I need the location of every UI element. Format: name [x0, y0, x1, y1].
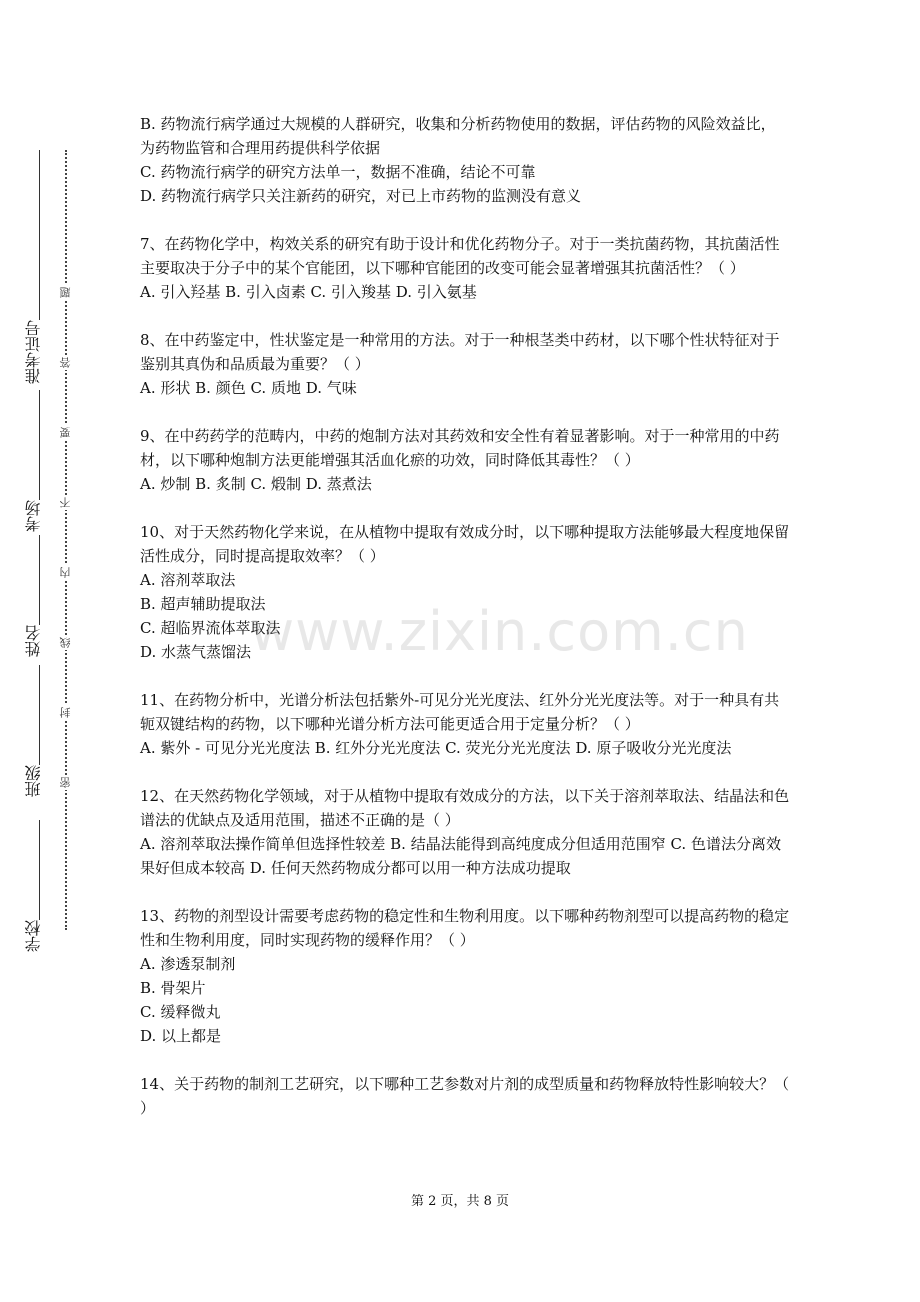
answer-option: A. 溶剂萃取法: [140, 571, 236, 589]
seal-char: 封: [59, 707, 72, 718]
answer-option: A. 溶剂萃取法操作简单但选择性较差 B. 结晶法能得到高纯度成分但适用范围窄 C. 色谱法分离效果好但成本较高 D. 任何天然药物成分都可以用一种方法成功提取: [140, 835, 781, 877]
answer-option: C. 药物流行病学的研究方法单一，数据不准确，结论不可靠: [140, 163, 536, 181]
answer-option: B. 超声辅助提取法: [140, 595, 266, 613]
question-stem: 9、在中药药学的范畴内，中药的炮制方法对其药效和安全性有着显著影响。对于一种常用的中药材，以下哪种炮制方法更能增强其活血化瘀的功效，同时降低其毒性？（ ）: [140, 427, 780, 469]
question-stem: 10、对于天然药物化学来说，在从植物中提取有效成分时，以下哪种提取方法能够最大程度地保留活性成分，同时提高提取效率？（ ）: [140, 523, 790, 565]
question-stem: 14、关于药物的制剂工艺研究，以下哪种工艺参数对片剂的成型质量和药物释放特性影响较大？（ ）: [140, 1075, 790, 1117]
side-field-label: 班级: [24, 765, 43, 797]
answer-option: D. 药物流行病学只关注新药的研究，对已上市药物的监测没有意义: [140, 187, 582, 205]
seal-char: 要: [59, 427, 72, 438]
field-blank-line[interactable]: [39, 535, 40, 625]
field-blank-line[interactable]: [39, 820, 40, 920]
seal-char: 密: [59, 777, 72, 788]
question-stem: 7、在药物化学中，构效关系的研究有助于设计和优化药物分子。对于一类抗菌药物，其抗菌活性主要取决于分子中的某个官能团，以下哪种官能团的改变可能会显著增强其抗菌活性？（ ）: [140, 235, 780, 277]
answer-option: D. 以上都是: [140, 1027, 222, 1045]
question-block: [140, 520, 790, 664]
answer-option: B. 药物流行病学通过大规模的人群研究，收集和分析药物使用的数据，评估药物的风险效益比，为药物监管和合理用药提供科学依据: [140, 115, 776, 157]
field-blank-line[interactable]: [39, 150, 40, 320]
side-field-label: 姓名: [24, 625, 43, 657]
question-block: [140, 232, 790, 304]
seal-char: 内: [59, 567, 72, 578]
question-list: [140, 112, 790, 1144]
answer-option: A. 炒制 B. 炙制 C. 煅制 D. 蒸煮法: [140, 475, 372, 493]
watermark: www.zixin.com.cn: [250, 600, 749, 663]
side-field-label: 准考证号: [24, 320, 43, 384]
question-block: [140, 424, 790, 496]
seal-char: 不: [59, 497, 72, 508]
question-block: [140, 112, 790, 208]
seal-char: 线: [59, 637, 72, 648]
answer-option: A. 渗透泵制剂: [140, 955, 236, 973]
side-field-label: 考场: [24, 500, 43, 532]
field-blank-line[interactable]: [39, 665, 40, 765]
seal-char: 题: [59, 287, 72, 298]
question-block: [140, 784, 790, 880]
seal-dotted-line: [65, 150, 67, 930]
answer-option: A. 紫外 - 可见分光光度法 B. 红外分光光度法 C. 荧光分光光度法 D. 原子吸收分光光度法: [140, 739, 732, 757]
field-blank-line[interactable]: [39, 390, 40, 500]
answer-option: C. 缓释微丸: [140, 1003, 221, 1021]
seal-char: 答: [59, 357, 72, 368]
question-block: [140, 904, 790, 1048]
question-block: [140, 688, 790, 760]
answer-option: A. 形状 B. 颜色 C. 质地 D. 气味: [140, 379, 357, 397]
answer-option: D. 水蒸气蒸馏法: [140, 643, 252, 661]
question-stem: 8、在中药鉴定中，性状鉴定是一种常用的方法。对于一种根茎类中药材，以下哪个性状特征对于鉴别其真伪和品质最为重要？（ ）: [140, 331, 780, 373]
question-stem: 13、药物的剂型设计需要考虑药物的稳定性和生物利用度。以下哪种药物剂型可以提高药物的稳定性和生物利用度，同时实现药物的缓释作用？（ ）: [140, 907, 790, 949]
answer-option: C. 超临界流体萃取法: [140, 619, 281, 637]
answer-option: B. 骨架片: [140, 979, 206, 997]
question-block: [140, 1072, 790, 1120]
question-stem: 11、在药物分析中，光谱分析法包括紫外-可见分光光度法、红外分光光度法等。对于一种具有共轭双键结构的药物，以下哪种光谱分析方法可能更适合用于定量分析？（ ）: [140, 691, 780, 733]
answer-option: A. 引入羟基 B. 引入卤素 C. 引入羧基 D. 引入氨基: [140, 283, 477, 301]
question-block: [140, 328, 790, 400]
question-stem: 12、在天然药物化学领域，对于从植物中提取有效成分的方法，以下关于溶剂萃取法、结晶法和色谱法的优缺点及适用范围，描述不正确的是（ ）: [140, 787, 790, 829]
side-field-label: 学校: [24, 920, 43, 952]
page-footer: 第 2 页，共 8 页: [410, 1194, 510, 1209]
binding-margin: [0, 0, 90, 1302]
